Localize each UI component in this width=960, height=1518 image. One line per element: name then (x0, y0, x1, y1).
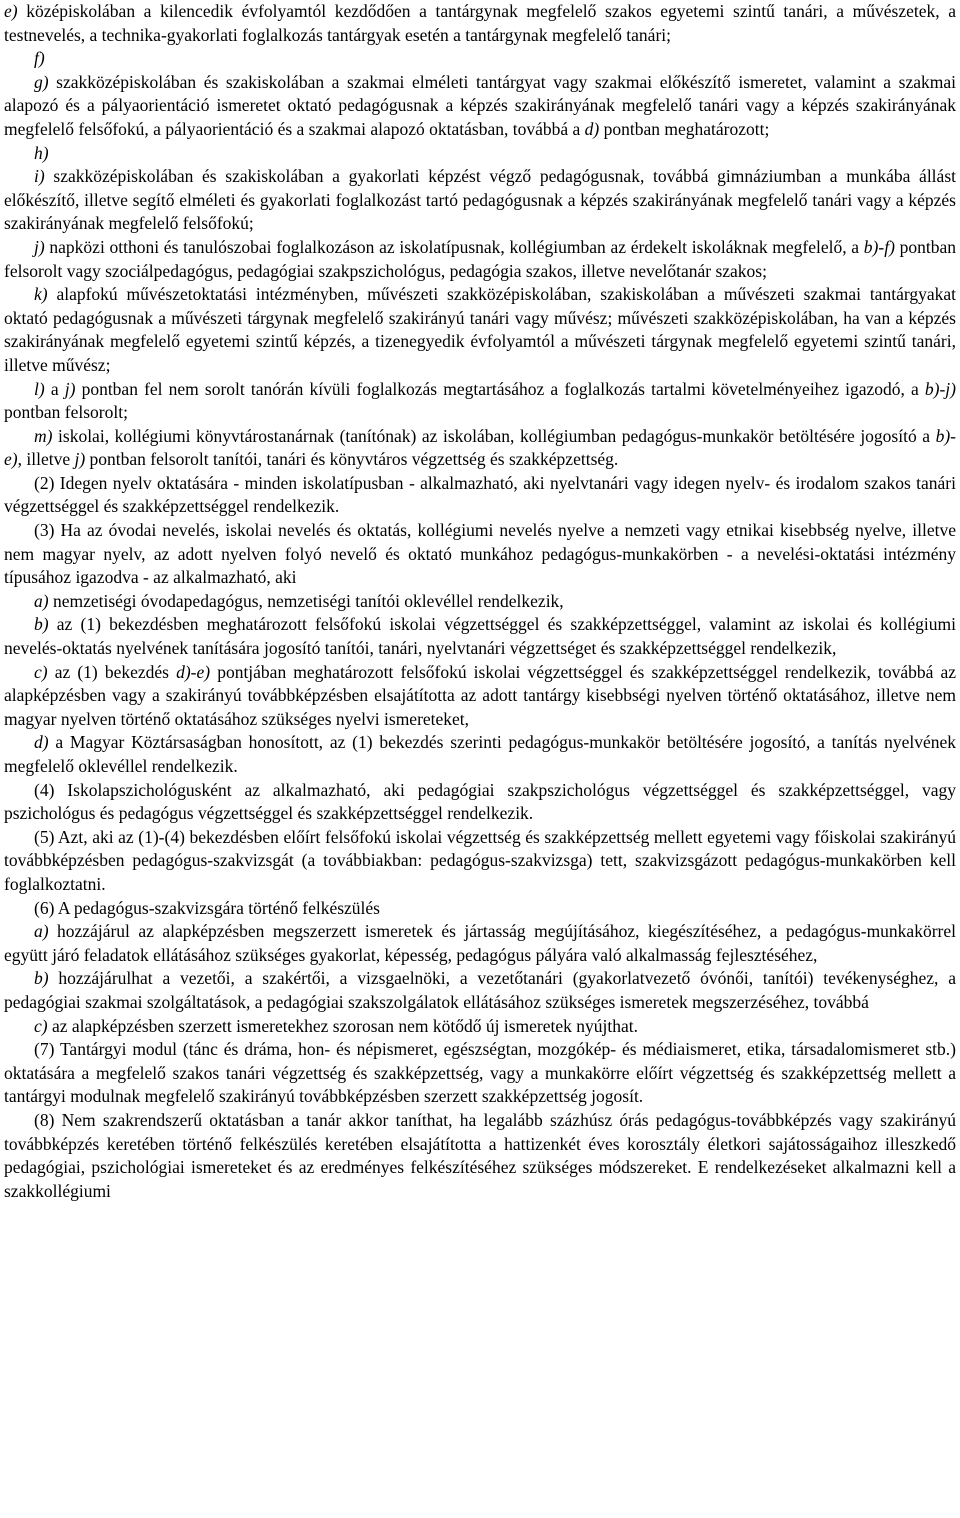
item-marker: b)-j) (924, 378, 956, 399)
paragraph (4, 590, 956, 614)
paragraph-text: az (1) bekezdés (47, 661, 177, 682)
item-marker: h) (34, 142, 49, 163)
item-marker: f) (34, 48, 45, 69)
paragraph (4, 472, 956, 519)
paragraph (4, 826, 956, 897)
item-marker: c) (34, 661, 48, 682)
item-marker: b)-f) (863, 236, 895, 257)
paragraph-text: szakközépiskolában és szakiskolában a gyakorlati képzést végző pedagógusnak, továbbá gimnáziumban a munkába állást előkészítő, illetve segítő elméleti és gyakorlati foglalkozást tartó pedagógusnak a képzés szakirányának megfelelő tanári vagy a képzés szakirányának megfelelő felsőfokú; (4, 166, 956, 234)
paragraph-text: (7) Tantárgyi modul (tánc és dráma, hon- és népismeret, egészségtan, mozgókép- és médiaismeret, etika, társadalomismeret stb.) oktatására a megfelelő szakos tanári végzettség és szakképzettség, vagy a munkakörre előírt végzettség és szakképzettség mellett a tantárgyi modulnak megfelelő szakirányú továbbképzésben szerzett szakképzettség jogosít. (4, 1039, 956, 1107)
paragraph (4, 519, 956, 590)
paragraph-text: (6) A pedagógus-szakvizsgára történő felkészülés (34, 897, 380, 918)
paragraph-text: pontban felsorolt; (4, 402, 128, 423)
item-marker: k) (34, 284, 48, 305)
paragraph-text: középiskolában a kilencedik évfolyamtól kezdődően a tantárgynak megfelelő szakos egyetemi szintű tanári, a művészetek, a testnevelés, a technika-gyakorlati foglalkozás tantárgyak esetén a tantárgynak megfelelő tanári; (4, 1, 956, 45)
paragraph-text: (3) Ha az óvodai nevelés, iskolai nevelés és oktatás, kollégiumi nevelés nyelve a nemzeti vagy etnikai kisebbség nyelve, illetve nem magyar nyelv, az adott nyelven folyó nevelő és oktató munkához pedagógus-munkakörben - a nevelési-oktatási intézmény típusához igazodva - az alkalmazható, aki (4, 520, 956, 588)
paragraph (4, 71, 956, 142)
paragraph-text: alapfokú művészetoktatási intézményben, művészeti szakközépiskolában, szakiskolában a művészeti szakmai tantárgyakat oktató pedagógusnak a művészeti tárgynak megfelelő szakirányú tanári vagy művész; művészeti szakközépiskolában, ha van a képzés szakirányának megfelelő egyetemi szintű képzés, a tizenegyedik évfolyamtól a művészeti tárgynak megfelelő egyetemi szintű tanári, illetve művész; (4, 284, 956, 375)
paragraph-text: szakközépiskolában és szakiskolában a szakmai elméleti tantárgyat vagy szakmai előkészítő ismeretet, valamint a szakmai alapozó és a pályaorientáció ismeretet oktató pedagógusnak a képzés szakirányának megfelelő tanári vagy a képzés szakirányának megfelelő felsőfokú, a pályaorientáció és a szakmai alapozó oktatásban, továbbá a (4, 71, 956, 139)
paragraph-text: (4) Iskolapszichológusként az alkalmazható, aki pedagógiai szakpszichológus végzettséggel és szakképzettséggel, vagy pszichológus és pedagógus végzettséggel és szakképzettséggel rendelkezik. (4, 779, 956, 824)
paragraph (4, 1109, 956, 1203)
paragraph-text: a (44, 378, 65, 399)
paragraph-text: pontban felsorolt vagy szociálpedagógus, pedagógiai szakpszichológus, pedagógia szakos, illetve nevelőtanár szakos; (4, 236, 956, 281)
item-marker: d) (34, 732, 49, 753)
paragraph (4, 779, 956, 826)
paragraph-text: nemzetiségi óvodapedagógus, nemzetiségi tanítói oklevéllel rendelkezik, (48, 590, 564, 611)
paragraph-text: pontban fel nem sorolt tanórán kívüli foglalkozás megtartásához a foglalkozás tartalmi követelményeihez igazodó, a (75, 378, 925, 399)
item-marker: m) (34, 425, 53, 446)
paragraph-text: napközi otthoni és tanulószobai foglalkozáson az iskolatípusnak, kollégiumban az érdekelt iskoláknak megfelelő, a (44, 236, 864, 257)
paragraph-text: , illetve (17, 449, 75, 470)
paragraph (4, 1015, 956, 1039)
item-marker: d)-e) (176, 661, 211, 682)
paragraph-text: pontban felsorolt tanítói, tanári és könyvtáros végzettség és szakképzettség. (85, 449, 619, 470)
paragraph-text: a Magyar Köztársaságban honosított, az (1) bekezdés szerinti pedagógus-munkakör betöltésére jogosító, a tanítás nyelvének megfelelő oklevéllel rendelkezik. (4, 732, 956, 776)
paragraph (4, 920, 956, 967)
paragraph-text: az alapképzésben szerzett ismeretekhez szorosan nem kötődő új ismeretek nyújthat. (47, 1015, 639, 1036)
item-marker: e) (4, 1, 18, 21)
paragraph (4, 142, 956, 166)
item-marker: a) (34, 590, 49, 611)
item-marker: a) (34, 921, 49, 942)
item-marker: g) (34, 71, 49, 92)
item-marker: j) (74, 449, 86, 470)
paragraph (4, 425, 956, 472)
paragraph-text: (5) Azt, aki az (1)-(4) bekezdésben előírt felsőfokú iskolai végzettség és szakképzettség mellett egyetemi vagy főiskolai szakirányú továbbképzésben pedagógus-szakvizsgát (a továbbiakban: pedagógus-szakvizsga) tett, szakvizsgázott pedagógus-munkakörben kell foglalkoztatni. (4, 826, 956, 894)
paragraph (4, 731, 956, 778)
paragraph (4, 967, 956, 1014)
item-marker: i) (34, 166, 45, 187)
item-marker: b) (34, 614, 49, 635)
paragraph-text: (8) Nem szakrendszerű oktatásban a tanár akkor taníthat, ha legalább százhúsz órás pedagógus-továbbképzés vagy szakirányú továbbképzés keretében történő felkészülés keretében elsajátította a hattizenkét éves korosztály életkori sajátosságaihoz illeszkedő pedagógiai, pszichológiai ismereteket és az eredményes felkészítéséhez szükséges módszereket. E rendelkezéseket alkalmazni kell a szakkollégiumi (4, 1109, 956, 1201)
paragraph-text: hozzájárulhat a vezetői, a szakértői, a vizsgaelnöki, a vezetőtanári (gyakorlatvezető óvónői, tanítói) tevékenységhez, a pedagógiai szakmai szolgáltatások, a pedagógiai szakszolgálatok ellátásához szükséges ismeretek megszerzéséhez, továbbá (4, 968, 956, 1012)
item-marker: j) (64, 378, 76, 399)
paragraph (4, 165, 956, 236)
item-marker: c) (34, 1015, 48, 1036)
item-marker: b)-e) (4, 425, 956, 470)
paragraph (4, 613, 956, 660)
paragraph (4, 283, 956, 377)
item-marker: j) (34, 236, 45, 257)
paragraph-text: iskolai, kollégiumi könyvtárostanárnak (tanítónak) az iskolában, kollégiumban pedagógus-munkakör betöltésére jogosító a (52, 425, 936, 446)
paragraph (4, 897, 956, 921)
paragraph (4, 47, 956, 71)
paragraph-text: pontban meghatározott; (599, 118, 770, 139)
paragraph (4, 236, 956, 283)
paragraph (4, 1038, 956, 1109)
paragraph-text: az (1) bekezdésben meghatározott felsőfokú iskolai végzettséggel és szakképzettséggel, valamint az iskolai és kollégiumi nevelés-oktatás nyelvének tanítására jogosító tanítói, tanári, nyelvtanári végzettséget és szakképzettséggel rendelkezik, (4, 614, 956, 659)
item-marker: l) (34, 378, 45, 399)
paragraph (4, 0, 956, 47)
paragraph (4, 661, 956, 732)
item-marker: d) (584, 118, 600, 139)
paragraph-text: hozzájárul az alapképzésben megszerzett ismeretek és jártasság megújításához, kiegészítéséhez, a pedagógus-munkakörrel együtt járó feladatok ellátásához szükséges gyakorlat, képesség, pedagógus pályára való alkalmasság fejlesztéséhez, (4, 921, 956, 965)
item-marker: b) (34, 968, 49, 989)
paragraph-text: pontjában meghatározott felsőfokú iskolai végzettséggel és szakképzettséggel rendelkezik, továbbá az alapképzésben vagy a szakirányú továbbképzésben elsajátította az adott tantárgy kisebbségi nyelven történő oktatásához, illetve nem magyar nyelven történő oktatásához szükséges nyelvi ismereteket, (4, 661, 956, 729)
paragraph (4, 378, 956, 425)
paragraph-text: (2) Idegen nyelv oktatására - minden iskolatípusban - alkalmazható, aki nyelvtanári vagy idegen nyelv- és irodalom szakos tanári végzettséggel és szakképzettséggel rendelkezik. (4, 472, 956, 517)
